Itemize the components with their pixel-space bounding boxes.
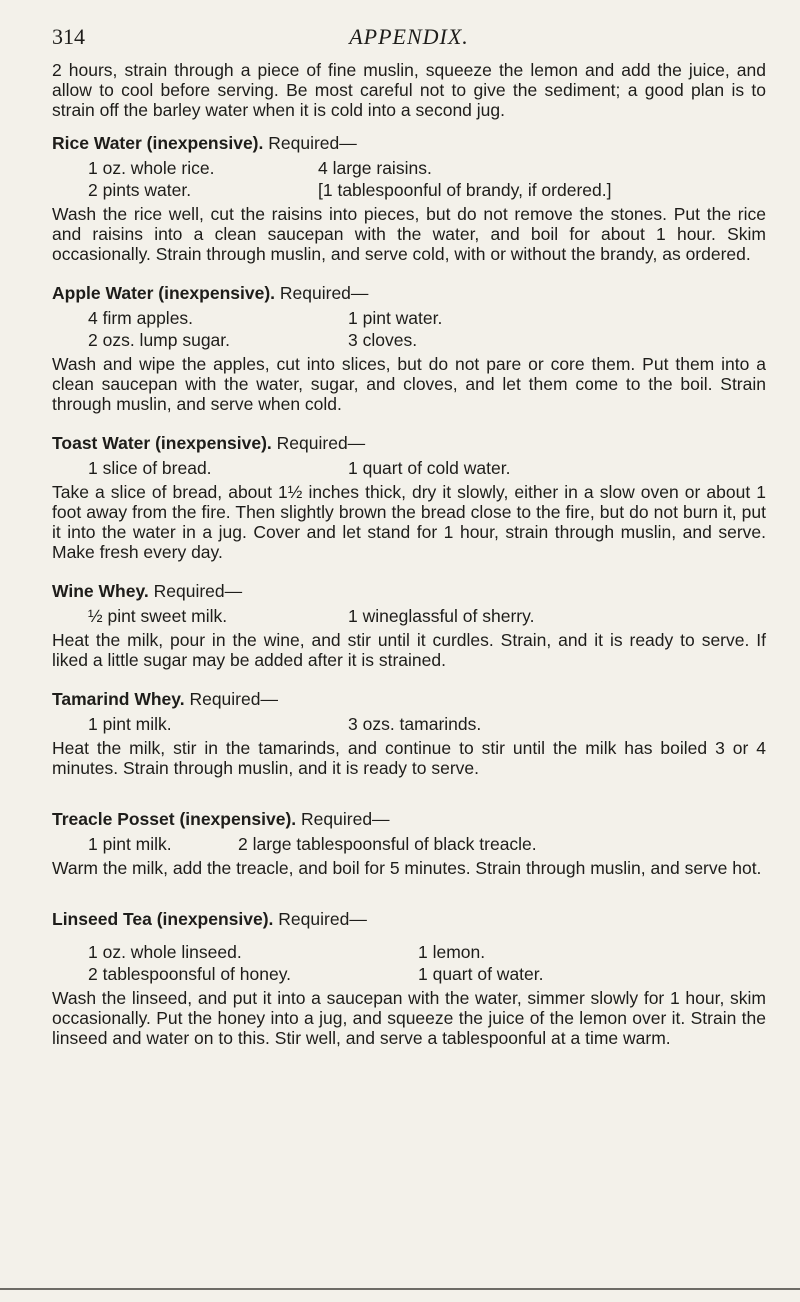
required-label: Required—: [301, 809, 390, 829]
ingredient: 2 ozs. lump sugar.: [88, 330, 231, 350]
ingredient: 2 large tablespoonsful of black treacle.: [238, 834, 537, 854]
recipe-rice-water: [52, 132, 766, 264]
intro-paragraph: 2 hours, strain through a piece of fine muslin, squeeze the lemon and add the juice, and allow to cool before serving. Be most careful not to give the sediment; a good plan is to strain off the barley water when it is cold into a second jug.: [52, 60, 766, 120]
required-label: Required—: [153, 581, 243, 601]
ingredient: 4 firm apples.: [88, 308, 194, 328]
ingredient: 1 oz. whole linseed.: [88, 942, 242, 962]
recipe-heading: [52, 908, 766, 930]
ingredient: ½ pint sweet milk.: [88, 606, 228, 626]
recipe-tamarind-whey: [52, 688, 766, 778]
recipe-method: Heat the milk, pour in the wine, and stir until it curdles. Strain, and it is ready to serve. If liked a little sugar may be added after it is strained.: [52, 630, 766, 670]
ingredients-list: [52, 714, 766, 734]
recipe-method: Wash and wipe the apples, cut into slices, but do not pare or core them. Put them into a clean saucepan with the water, sugar, and cloves, and let them come to the boil. Strain through muslin, and serve when cold.: [52, 354, 766, 414]
recipe-treacle-posset: [52, 808, 766, 878]
recipe-method: Wash the rice well, cut the raisins into pieces, but do not remove the stones. Put the rice and raisins into a clean saucepan with the water, and boil for about 1 hour. Skim occasionally. Strain through muslin, and serve cold, with or without the brandy, as ordered.: [52, 204, 766, 264]
ingredient: 1 wineglassful of sherry.: [348, 606, 535, 626]
ingredient: 1 quart of water.: [418, 964, 544, 984]
running-title: APPENDIX.: [349, 24, 469, 49]
bottom-rule: [0, 1288, 800, 1290]
recipe-title: Tamarind Whey.: [52, 689, 185, 709]
ingredient: 2 pints water.: [88, 180, 192, 200]
recipe-linseed-tea: [52, 908, 766, 1048]
required-label: Required—: [279, 283, 369, 303]
ingredient: 1 slice of bread.: [88, 458, 212, 478]
recipe-title: Linseed Tea (inexpensive).: [52, 909, 274, 929]
ingredient: 1 pint water.: [348, 308, 443, 328]
ingredients-list: [52, 942, 766, 984]
recipe-apple-water: [52, 282, 766, 414]
ingredient: 3 ozs. tamarinds.: [348, 714, 482, 734]
recipe-heading: [52, 132, 766, 154]
recipe-heading: [52, 808, 766, 830]
ingredients-list: [52, 308, 766, 350]
recipe-title: Wine Whey.: [52, 581, 149, 601]
ingredient: 2 tablespoonsful of honey.: [88, 964, 292, 984]
required-label: Required—: [268, 133, 357, 153]
ingredient: 1 pint milk.: [88, 834, 172, 854]
page-header: [52, 24, 766, 54]
ingredient: 4 large raisins.: [318, 158, 432, 178]
ingredient: 1 oz. whole rice.: [88, 158, 215, 178]
required-label: Required—: [276, 433, 366, 453]
recipe-heading: [52, 688, 766, 710]
recipe-heading: [52, 580, 766, 602]
recipe-title: Apple Water (inexpensive).: [52, 283, 276, 303]
required-label: Required—: [189, 689, 278, 709]
ingredient: 1 pint milk.: [88, 714, 172, 734]
recipe-method: Heat the milk, stir in the tamarinds, and continue to stir until the milk has boiled 3 or 4 minutes. Strain through muslin, and it is ready to serve.: [52, 738, 766, 778]
recipe-wine-whey: [52, 580, 766, 670]
recipe-method: Wash the linseed, and put it into a saucepan with the water, simmer slowly for 1 hour, skim occasionally. Put the honey into a jug, and squeeze the juice of the lemon over it. Strain the linseed and water on to this. Stir well, and serve a tablespoonful at a time warm.: [52, 988, 766, 1048]
recipe-method: Warm the milk, add the treacle, and boil for 5 minutes. Strain through muslin, and serve hot.: [52, 858, 762, 878]
ingredients-list: [52, 834, 766, 854]
recipe-method: Take a slice of bread, about 1½ inches thick, dry it slowly, either in a slow oven or about 1 foot away from the fire. Then slightly brown the bread close to the fire, but do not burn it, put it into the water in a jug. Cover and let stand for 1 hour, strain through muslin, and serve. Make fresh every day.: [52, 482, 766, 562]
recipe-title: Rice Water (inexpensive).: [52, 133, 264, 153]
page-number: 314: [52, 24, 85, 49]
ingredients-list: [52, 606, 766, 626]
recipe-heading: [52, 432, 766, 454]
ingredient: 1 lemon.: [418, 942, 486, 962]
ingredient: 1 quart of cold water.: [348, 458, 511, 478]
recipe-title: Treacle Posset (inexpensive).: [52, 809, 297, 829]
recipe-heading: [52, 282, 766, 304]
recipe-toast-water: [52, 432, 766, 562]
recipe-title: Toast Water (inexpensive).: [52, 433, 272, 453]
ingredient: 3 cloves.: [348, 330, 418, 350]
required-label: Required—: [278, 909, 367, 929]
ingredient: [1 tablespoonful of brandy, if ordered.]: [318, 180, 612, 200]
ingredients-list: [52, 158, 766, 200]
ingredients-list: [52, 458, 766, 478]
